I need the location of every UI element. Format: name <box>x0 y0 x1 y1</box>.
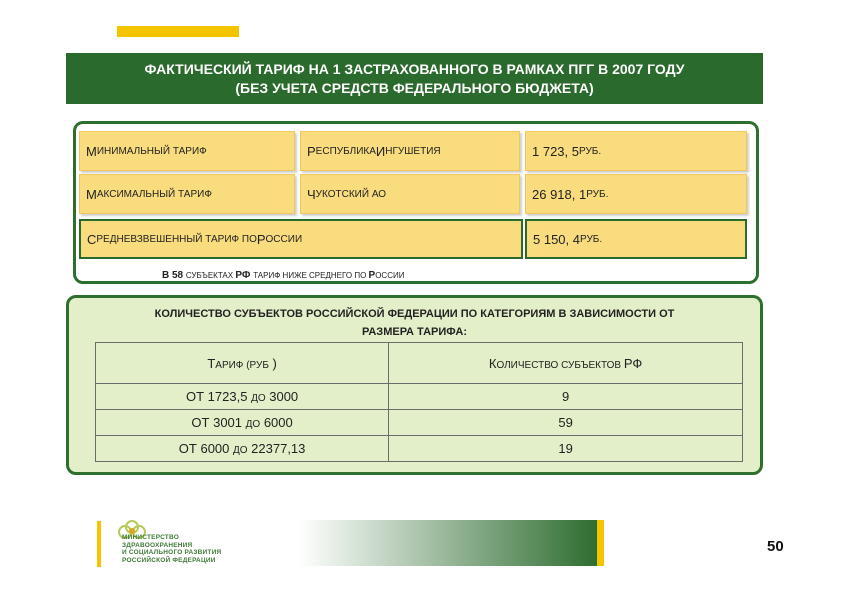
max-value: 26 918, 1 <box>532 186 587 202</box>
count-cell: 9 <box>389 384 743 410</box>
ministry-line-1: МИНИСТЕРСТВО <box>122 534 179 541</box>
col1-small: РУБ <box>249 359 269 371</box>
max-region-cap: Ч <box>307 186 316 202</box>
note-part-2: СУБЪЕКТАХ <box>185 271 236 280</box>
categories-heading-line-2: РАЗМЕРА ТАРИФА: <box>361 326 467 338</box>
avg-label-rest2: ОССИИ <box>265 233 303 245</box>
max-region-rest: УКОТСКИЙ АО <box>315 188 387 200</box>
count-cell: 19 <box>389 436 743 462</box>
min-label-rest: ИНИМАЛЬНЫЙ ТАРИФ <box>96 145 207 157</box>
range-cap: О <box>178 441 189 456</box>
count-cell: 59 <box>389 410 743 436</box>
min-label-cap: М <box>86 143 97 159</box>
title-line-1: ФАКТИЧЕСКИЙ ТАРИФ НА 1 ЗАСТРАХОВАННОГО В РАМКАХ ПГГ В 2007 ГОДУ <box>144 60 685 77</box>
slide-title <box>66 53 763 104</box>
min-region-rest2: НГУШЕТИЯ <box>385 145 441 157</box>
max-tariff-region <box>300 174 520 214</box>
col1-rest: АРИФ ( <box>215 359 250 371</box>
title-line-2: (БЕЗ УЧЕТА СРЕДСТВ ФЕДЕРАЛЬНОГО БЮДЖЕТА) <box>235 79 594 96</box>
categories-table <box>95 342 743 462</box>
min-tariff-label <box>79 131 295 171</box>
range-cap: О <box>186 389 197 404</box>
min-region-cap2: И <box>375 143 386 159</box>
range-from: Т 3001 <box>201 415 246 430</box>
top-accent-bar <box>117 26 239 37</box>
table-row <box>96 384 743 410</box>
range-to: 22377,13 <box>247 441 306 456</box>
range-from: Т 1723,5 <box>196 389 252 404</box>
min-tariff-region <box>300 131 520 171</box>
col-count-header <box>389 343 743 384</box>
col2-small: ОЛИЧЕСТВО СУБЪЕКТОВ <box>496 359 624 371</box>
range-to: 3000 <box>265 389 299 404</box>
range-to-word: ДО <box>233 445 248 456</box>
max-label-cap: М <box>86 186 97 202</box>
max-label-rest: АКСИМАЛЬНЫЙ ТАРИФ <box>96 188 212 200</box>
footer-left-rule <box>97 521 101 567</box>
max-tariff-label <box>79 174 295 214</box>
avg-unit: РУБ. <box>580 233 603 245</box>
range-from: Т 6000 <box>188 441 233 456</box>
col2-cap: К <box>488 355 497 371</box>
range-to-word: ДО <box>251 393 266 404</box>
categories-heading <box>66 305 763 341</box>
ministry-line-2: ЗДРАВООХРАНЕНИЯ <box>122 541 193 549</box>
min-unit: РУБ. <box>579 145 602 157</box>
min-tariff-value <box>525 131 747 171</box>
table-row <box>96 436 743 462</box>
col2-end: РФ <box>623 355 643 371</box>
avg-value: 5 150, 4 <box>533 231 580 247</box>
avg-tariff-value <box>525 219 747 259</box>
ministry-line-3: И СОЦИАЛЬНОГО РАЗВИТИЯ <box>122 549 222 556</box>
min-region-rest: ЕСПУБЛИКА <box>315 145 376 157</box>
col1-end: ) <box>268 355 277 371</box>
note-part-3: РФ <box>235 270 254 281</box>
col-tariff-header <box>96 343 389 384</box>
range-cell <box>96 384 389 410</box>
avg-tariff-label <box>79 219 523 259</box>
avg-label-cap: С <box>87 231 97 247</box>
note-part-5: Р <box>368 270 376 281</box>
footer-gradient-bar <box>293 520 604 566</box>
ministry-name <box>122 534 221 564</box>
min-region-cap: Р <box>307 143 316 159</box>
col1-cap: Т <box>207 355 216 371</box>
table-header-row <box>96 343 743 384</box>
range-to: 6000 <box>260 415 293 430</box>
min-value: 1 723, 5 <box>532 143 579 159</box>
avg-label-rest: РЕДНЕВЗВЕШЕННЫЙ ТАРИФ ПО <box>96 233 257 245</box>
max-unit: РУБ. <box>586 188 609 200</box>
ministry-line-4: РОССИЙСКОЙ ФЕДЕРАЦИИ <box>122 556 216 564</box>
range-cell <box>96 410 389 436</box>
categories-heading-line-1: КОЛИЧЕСТВО СУБЪЕКТОВ РОССИЙСКОЙ ФЕДЕРАЦИИ ПО КАТЕГОРИЯМ В ЗАВИСИМОСТИ ОТ <box>154 308 675 320</box>
range-cell <box>96 436 389 462</box>
range-to-word: ДО <box>245 419 261 430</box>
below-average-note <box>162 270 404 281</box>
footer-yellow-accent <box>597 520 604 566</box>
note-part-1: В 58 <box>162 270 186 281</box>
note-part-4: ТАРИФ НИЖЕ СРЕДНЕГО ПО <box>253 271 369 280</box>
max-tariff-value <box>525 174 747 214</box>
range-cap: О <box>191 415 202 430</box>
avg-label-cap2: Р <box>256 231 266 247</box>
page-number: 50 <box>767 538 784 555</box>
table-row <box>96 410 743 436</box>
note-part-6: ОССИИ <box>375 271 405 280</box>
